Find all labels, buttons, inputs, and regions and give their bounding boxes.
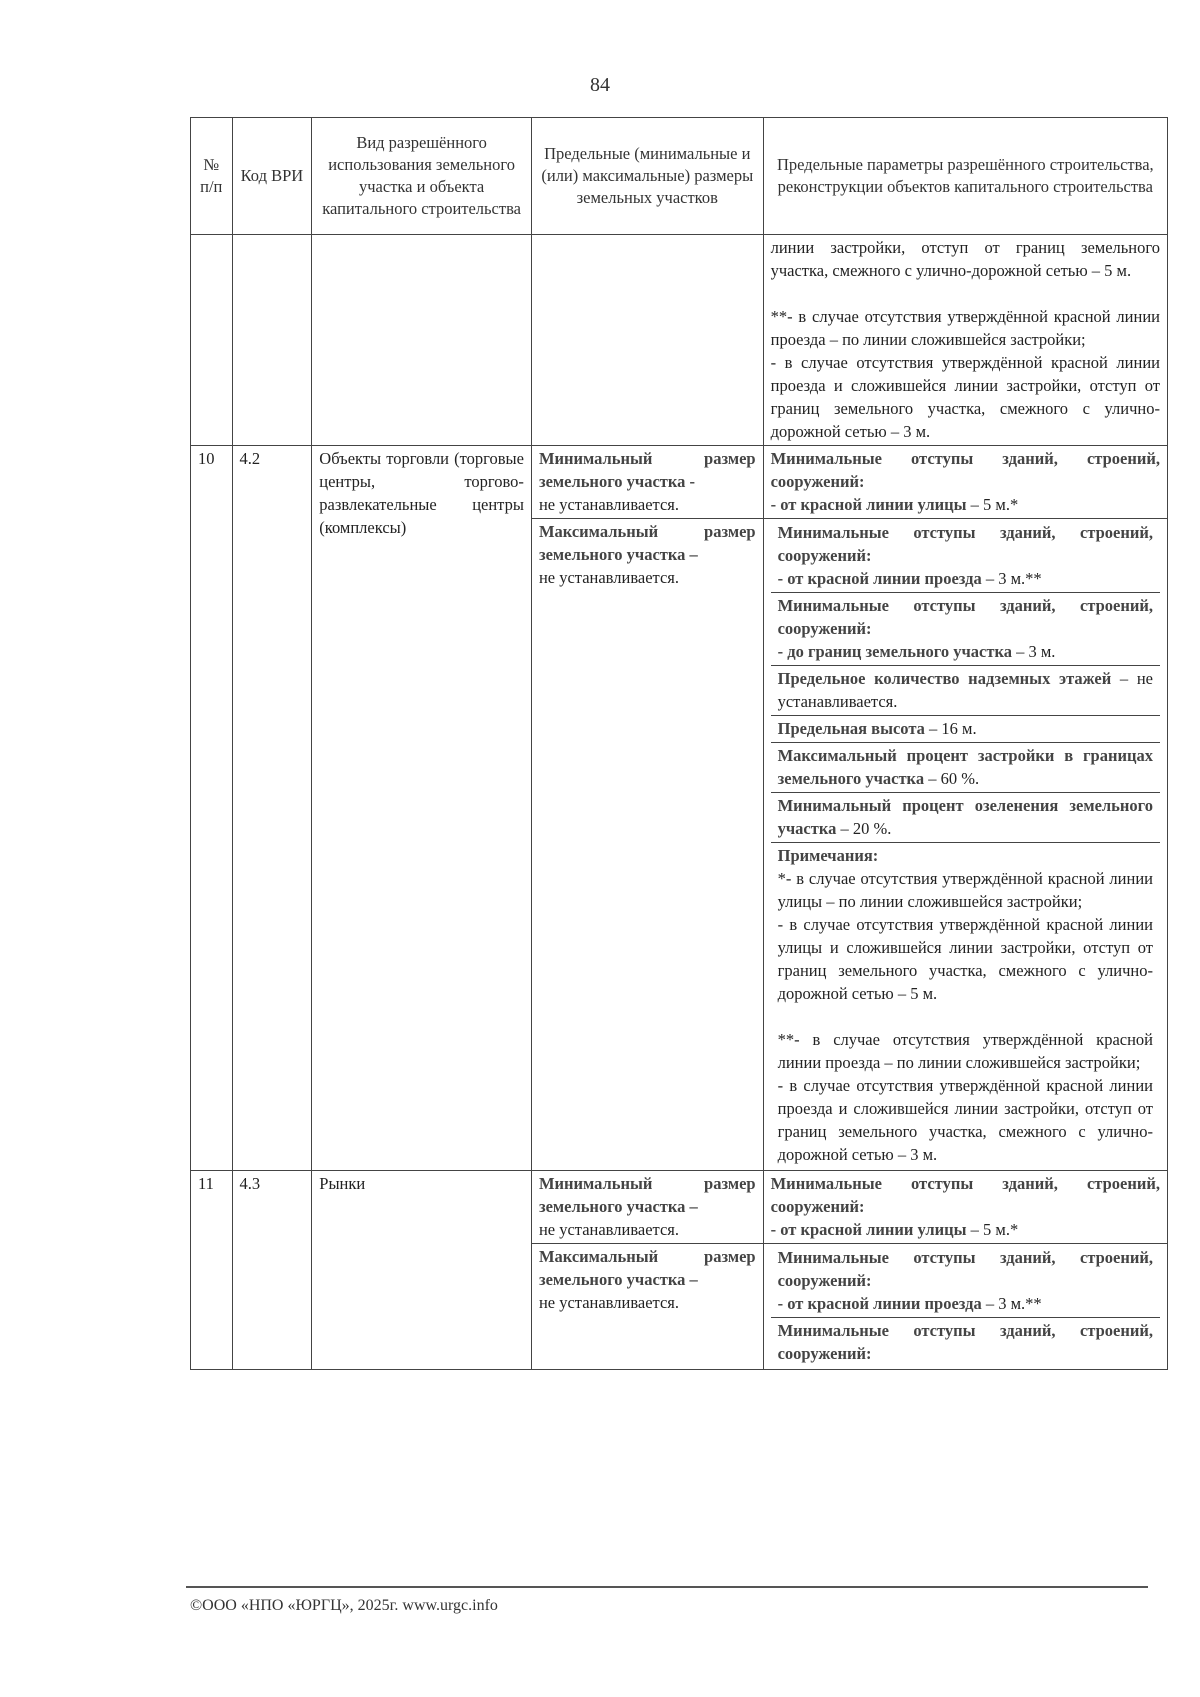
row10-code: 4.2 (232, 446, 312, 1171)
continuation-p3: - в случае отсутствия утверждённой красной линии проезда и сложившейся линии застройки, отступ от границ земельного участка, смежного с улично-дорожной сетью – 3 м. (770, 353, 1160, 441)
row10-param-2: Минимальные отступы зданий, строений, сооружений: - до границ земельного участка – 3 м. (771, 593, 1160, 666)
row10-min-value: не устанавливается. (538, 495, 679, 514)
header-num: № п/п (191, 118, 233, 235)
header-use: Вид разрешённого использования земельного участка и объекта капитального строительства (312, 118, 532, 235)
row10-notes (771, 843, 1160, 1168)
row10-max-size (531, 519, 763, 1171)
header-code: Код ВРИ (232, 118, 312, 235)
row11-max-title: Максимальный размер земельного участка – (538, 1247, 756, 1289)
continuation-p2: **- в случае отсутствия утверждённой красной линии проезда – по линии сложившейся застройки; (770, 307, 1160, 349)
row10-note-0: *- в случае отсутствия утверждённой красной линии улицы – по линии сложившейся застройки; (777, 869, 1153, 911)
row11-param-0: Минимальные отступы зданий, строений, сооружений: - от красной линии улицы – 5 м.* (763, 1171, 1167, 1244)
row10-max-value: не устанавливается. (538, 568, 679, 587)
land-use-table (190, 117, 1168, 1370)
row10-params-rest (763, 519, 1167, 1171)
row11-max-value: не устанавливается. (538, 1293, 679, 1312)
row11-code: 4.3 (232, 1171, 312, 1370)
row10-param-0: Минимальные отступы зданий, строений, сооружений: - от красной линии улицы – 5 м.* (763, 446, 1167, 519)
row10-note-3: - в случае отсутствия утверждённой красной линии проезда и сложившейся линии застройки, отступ от границ земельного участка, смежного с улично-дорожной сетью – 3 м. (777, 1076, 1153, 1164)
row11-min-value: не устанавливается. (538, 1220, 679, 1239)
row10-param-3: Предельное количество надземных этажей – не устанавливается. (771, 666, 1160, 716)
footer-divider (186, 1586, 1148, 1588)
row10-note-1: - в случае отсутствия утверждённой красной линии улицы и сложившейся линии застройки, отступ от границ земельного участка, смежного с улично-дорожной сетью – 5 м. (777, 915, 1153, 1003)
row10-param-6: Минимальный процент озеленения земельного участка – 20 %. (771, 793, 1160, 843)
row10-use: Объекты торговли (торговые центры, торгово-развлекательные центры (комплексы) (312, 446, 532, 1171)
continuation-p1: линии застройки, отступ от границ земельного участка, смежного с улично-дорожной сетью – 5 м. (770, 238, 1160, 280)
row10-param-4: Предельная высота – 16 м. (771, 716, 1160, 743)
row11-num: 11 (191, 1171, 233, 1370)
row10-num: 10 (191, 446, 233, 1171)
table-row-10 (191, 446, 1168, 519)
row11-params-rest (763, 1244, 1167, 1370)
row10-notes-title: Примечания: (777, 846, 879, 865)
table-header-row (191, 118, 1168, 235)
row10-param-1: Минимальные отступы зданий, строений, сооружений: - от красной линии проезда – 3 м.** (771, 520, 1160, 593)
row11-param-1: Минимальные отступы зданий, строений, сооружений: - от красной линии проезда – 3 м.** (771, 1245, 1160, 1318)
row10-min-title: Минимальный размер земельного участка - (538, 449, 756, 491)
page-number: 84 (590, 74, 610, 96)
continuation-params (763, 235, 1167, 446)
row10-note-2: **- в случае отсутствия утверждённой красной линии проезда – по линии сложившейся застройки; (777, 1030, 1153, 1072)
row11-use: Рынки (312, 1171, 532, 1370)
row10-max-title: Максимальный размер земельного участка – (538, 522, 756, 564)
footer-copyright: ©ООО «НПО «ЮРГЦ», 2025г. www.urgc.info (190, 1597, 498, 1614)
row11-param-2: Минимальные отступы зданий, строений, сооружений: (777, 1321, 1153, 1363)
table-row-11 (191, 1171, 1168, 1244)
header-sizes: Предельные (минимальные и (или) максимальные) размеры земельных участков (531, 118, 763, 235)
row11-min-title: Минимальный размер земельного участка – (538, 1174, 756, 1216)
table-row-continuation (191, 235, 1168, 446)
row11-min-size (531, 1171, 763, 1244)
row11-max-size (531, 1244, 763, 1370)
row10-param-5: Максимальный процент застройки в границах земельного участка – 60 %. (771, 743, 1160, 793)
header-params: Предельные параметры разрешённого строительства, реконструкции объектов капитального строительства (763, 118, 1167, 235)
row10-min-size (531, 446, 763, 519)
